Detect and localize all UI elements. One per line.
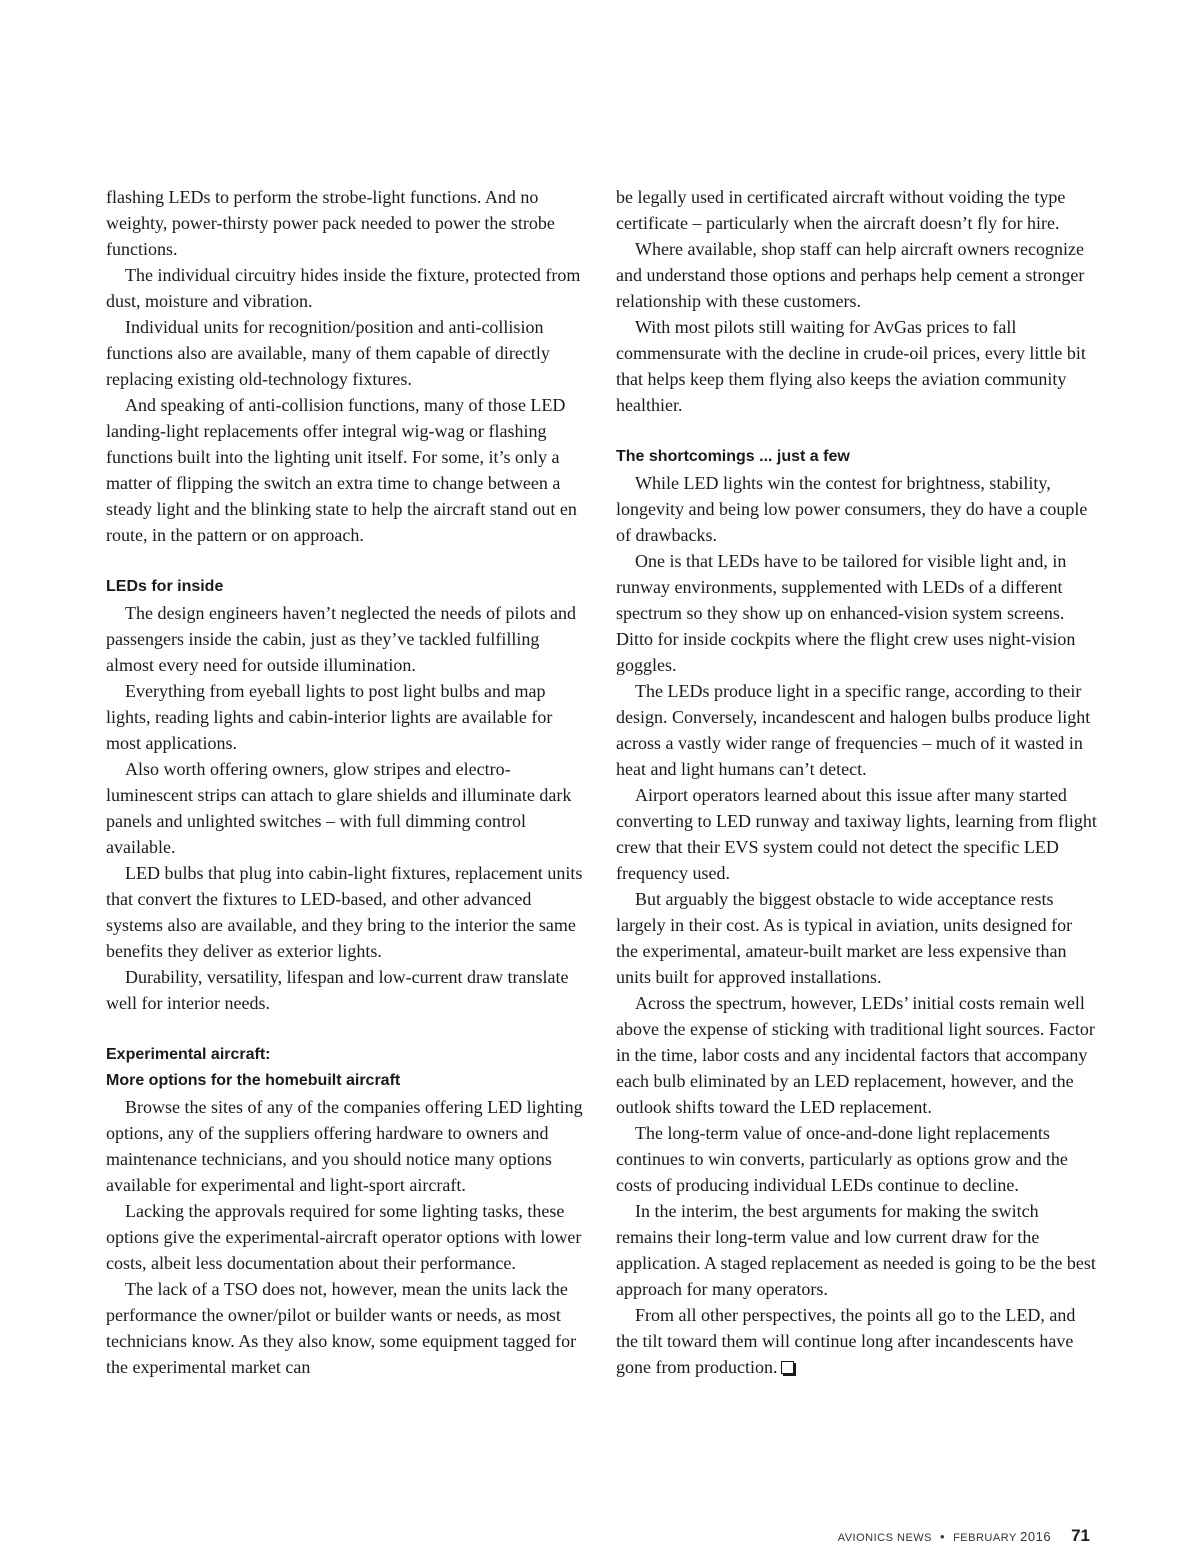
- paragraph-final: [616, 1302, 1098, 1380]
- page-footer: [838, 1526, 1090, 1546]
- paragraph: Airport operators learned about this issue after many started converting to LED runway and taxiway lights, learning from flight crew that their EVS system could not detect the specific LED frequency used.: [616, 785, 1097, 883]
- paragraph: Browse the sites of any of the companies offering LED lighting options, any of the suppliers offering hardware to owners and maintenance technicians, and you should notice many options available for experimental and light-sport aircraft.: [106, 1097, 583, 1195]
- section-heading: LEDs for inside: [106, 578, 224, 595]
- paragraph: The individual circuitry hides inside the fixture, protected from dust, moisture and vibration.: [106, 265, 581, 311]
- publication-name: AVIONICS NEWS: [837, 1532, 933, 1544]
- paragraph: Also worth offering owners, glow stripes and electro-luminescent strips can attach to glare shields and illuminate dark panels and unlighted switches – with full dimming control available.: [106, 759, 572, 857]
- paragraph: Across the spectrum, however, LEDs’ initial costs remain well above the expense of sticking with traditional light sources. Factor in the time, labor costs and any incidental factors that accompany each bulb eliminated by an LED replacement, however, and the outlook shifts toward the LED replacement.: [616, 993, 1095, 1117]
- section-heading: Experimental aircraft:: [106, 1046, 271, 1063]
- paragraph: The design engineers haven’t neglected the needs of pilots and passengers inside the cabin, just as they’ve tackled fulfilling almost every need for outside illumination.: [106, 603, 577, 675]
- issue-year: 2016: [1020, 1529, 1052, 1544]
- paragraph: The long-term value of once-and-done light replacements continues to win converts, particularly as options grow and the costs of producing individual LEDs continue to decline.: [616, 1123, 1068, 1195]
- section-subheading: More options for the homebuilt aircraft: [106, 1072, 401, 1089]
- paragraph: In the interim, the best arguments for making the switch remains their long-term value and low current draw for the application. A staged replacement as needed is going to be the best approach for many operators.: [616, 1201, 1096, 1299]
- paragraph: Durability, versatility, lifespan and low-current draw translate well for interior needs.: [106, 967, 569, 1013]
- left-column: [106, 184, 588, 1380]
- paragraph: Lacking the approvals required for some lighting tasks, these options give the experimental-aircraft operator options with lower costs, albeit less documentation about their performance.: [106, 1201, 582, 1273]
- paragraph: The LEDs produce light in a specific range, according to their design. Conversely, incandescent and halogen bulbs produce light across a vastly wider range of frequencies – much of it wasted in heat and light humans can’t detect.: [616, 681, 1091, 779]
- paragraph: But arguably the biggest obstacle to wide acceptance rests largely in their cost. As is typical in aviation, units designed for the experimental, amateur-built market are less expensive than units built for approved installations.: [616, 889, 1073, 987]
- paragraph: One is that LEDs have to be tailored for visible light and, in runway environments, supplemented with LEDs of a different spectrum so they show up on enhanced-vision system screens. Ditto for inside cockpits where the flight crew uses night-vision goggles.: [616, 551, 1076, 675]
- paragraph: The lack of a TSO does not, however, mean the units lack the performance the owner/pilot or builder wants or needs, as most technicians know. As they also know, some equipment tagged for the experimental market can: [106, 1279, 577, 1377]
- paragraph: With most pilots still waiting for AvGas prices to fall commensurate with the decline in crude-oil prices, every little bit that helps keep them flying also keeps the aviation community healthier.: [616, 317, 1086, 415]
- paragraph: While LED lights win the contest for brightness, stability, longevity and being low power consumers, they do have a couple of drawbacks.: [616, 473, 1088, 545]
- paragraph: Where available, shop staff can help aircraft owners recognize and understand those options and perhaps help cement a stronger relationship with these customers.: [616, 239, 1085, 311]
- end-mark-box-icon: [781, 1361, 794, 1374]
- paragraph: flashing LEDs to perform the strobe-light functions. And no weighty, power-thirsty power pack needed to power the strobe functions.: [106, 187, 555, 259]
- paragraph: Individual units for recognition/position and anti-collision functions also are available, many of them capable of directly replacing existing old-technology fixtures.: [106, 317, 550, 389]
- paragraph: LED bulbs that plug into cabin-light fixtures, replacement units that convert the fixtures to LED-based, and other advanced systems also are available, and they bring to the interior the same benefits they deliver as exterior lights.: [106, 863, 583, 961]
- footer-separator: •: [940, 1529, 946, 1544]
- paragraph: Everything from eyeball lights to post light bulbs and map lights, reading lights and cabin-interior lights are available for most applications.: [106, 681, 553, 753]
- section-heading: The shortcomings ... just a few: [616, 448, 850, 465]
- page-number: 71: [1071, 1526, 1090, 1545]
- right-column: [616, 184, 1098, 1380]
- paragraph-text: From all other perspectives, the points all go to the LED, and the tilt toward them will continue long after incandescents have gone from production.: [616, 1305, 1076, 1377]
- paragraph: be legally used in certificated aircraft without voiding the type certificate – particularly when the aircraft doesn’t fly for hire.: [616, 187, 1066, 233]
- issue-month: FEBRUARY: [953, 1532, 1017, 1544]
- paragraph: And speaking of anti-collision functions, many of those LED landing-light replacements offer integral wig-wag or flashing functions built into the lighting unit itself. For some, it’s only a matter of flipping the switch an extra time to change between a steady light and the blinking state to help the aircraft stand out en route, in the pattern or on approach.: [106, 395, 577, 545]
